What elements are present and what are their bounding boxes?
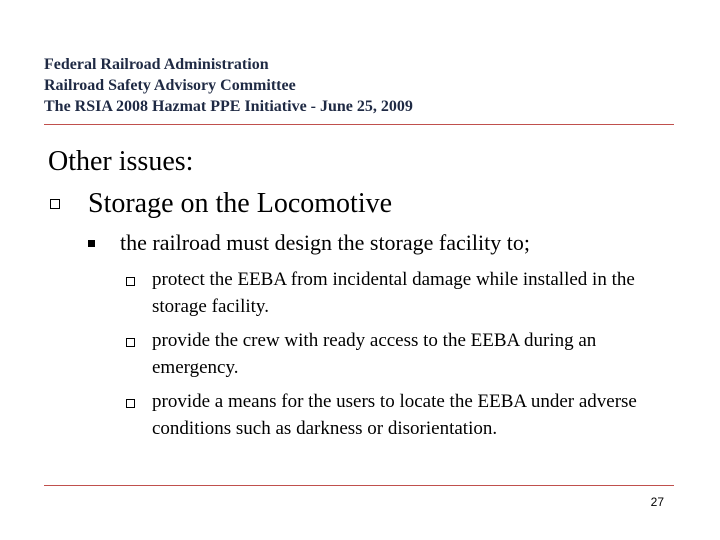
header-organization: Federal Railroad Administration [44, 56, 269, 73]
bullet-level3-text: provide the crew with ready access to the EEBA during an emergency. [152, 330, 597, 378]
bullet-level1-text: Storage on the Locomotive [88, 188, 393, 219]
slide-header [44, 54, 684, 117]
header-initiative: The RSIA 2008 Hazmat PPE Initiative - June 25, 2009 [44, 98, 413, 115]
hollow-square-bullet-icon [126, 338, 135, 347]
header-divider [44, 124, 674, 125]
hollow-square-bullet-icon [126, 277, 135, 286]
filled-square-bullet-icon [88, 240, 95, 247]
bullet-level2-text: the railroad must design the storage facility to; [120, 230, 530, 255]
header-committee: Railroad Safety Advisory Committee [44, 77, 296, 94]
bullet-level3-text: provide a means for the users to locate the EEBA under adverse conditions such as darkness or disorientation. [152, 391, 637, 439]
hollow-square-bullet-icon [126, 399, 135, 408]
bullet-level3-text: protect the EEBA from incidental damage while installed in the storage facility. [152, 269, 635, 317]
page-number: 27 [650, 495, 664, 509]
slide-title: Other issues: [48, 146, 194, 177]
hollow-square-bullet-icon [50, 199, 60, 209]
footer-divider [44, 485, 674, 486]
